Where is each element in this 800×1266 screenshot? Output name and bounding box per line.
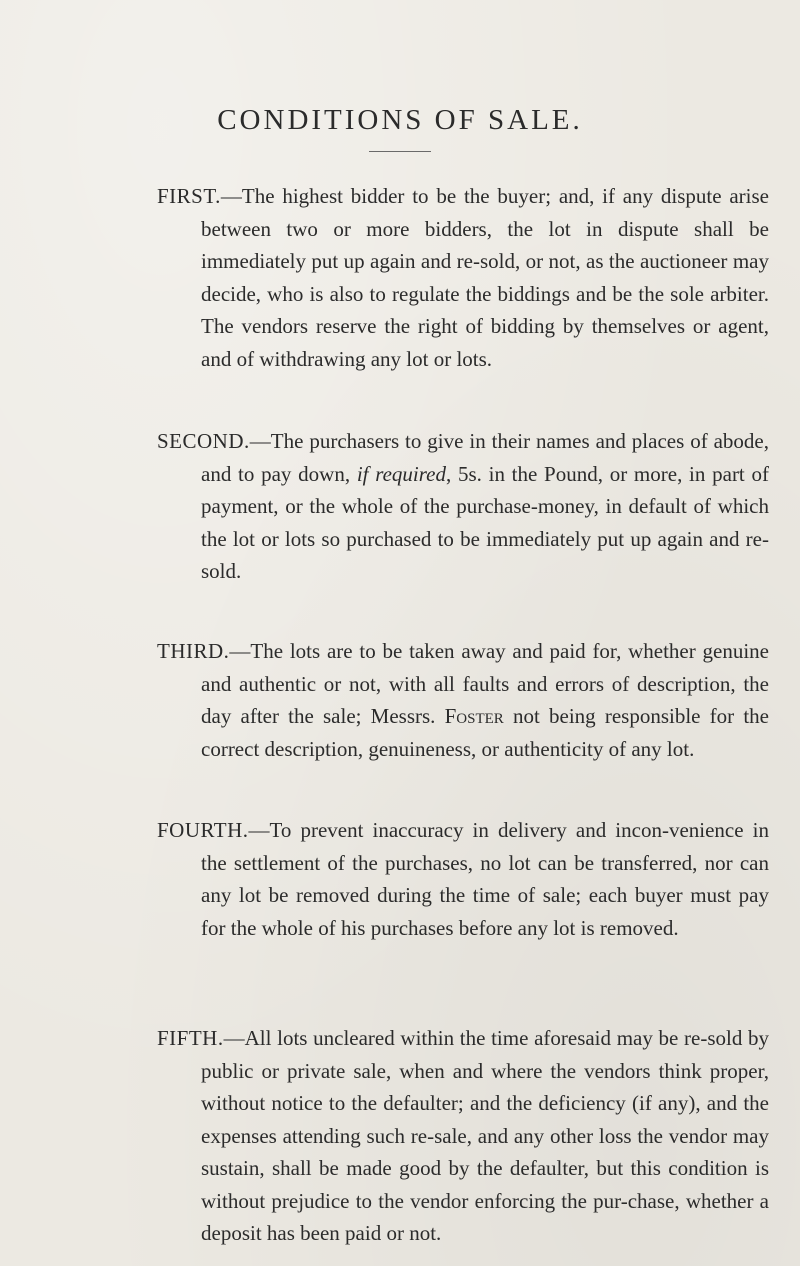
title-rule [369,151,431,152]
condition-fourth [157,814,769,944]
clause-text: —To prevent inaccuracy in delivery and incon-venience in the settlement of the purchases, no lot can be transferred, nor can any lot be removed during the time of sale; each buyer must pay for the whole of his purchases before any lot is removed. [201,818,769,940]
page-title: CONDITIONS OF SALE. [217,104,583,136]
clause-text: , 5s. in the Pound, or more, in part of payment, or the whole of the purchase-money, in default of which the lot or lots so purchased to be immediately put up again and re-sold. [201,461,769,583]
clause-text-smallcaps: Foster [444,704,504,728]
clause-heading: FIFTH. [157,1026,224,1050]
clause-heading: FOURTH. [157,818,249,842]
clause-text: —The purchasers to give in their names and places of abode, and to pay down, [201,429,769,486]
clause-heading: FIRST. [157,184,221,208]
clause-text: —The highest bidder to be the buyer; and, if any dispute arise between two or more bidders, the lot in dispute shall be immediately put up again and re-sold, or not, as the auctioneer may decide, who is also to regulate the biddings and be the sole arbiter. The vendors reserve the right of bidding by themselves or agent, and of withdrawing any lot or lots. [201,184,769,371]
clause-text: not being responsible for the correct description, genuineness, or authenticity of any lot. [201,704,769,761]
condition-fifth [157,1022,769,1250]
clause-text: —The lots are to be taken away and paid for, whether genuine and authentic or not, with all faults and errors of description, the day after the sale; Messrs. [201,639,769,728]
clause-text-italic: if required [356,461,446,486]
condition-third [157,635,769,765]
clause-heading: SECOND. [157,429,250,453]
condition-second [157,425,769,588]
condition-first [157,180,769,375]
clause-text: —All lots uncleared within the time aforesaid may be re-sold by public or private sale, when and where the vendors think proper, without notice to the defaulter; and the deficiency (if any), and the expenses attending such re-sale, and any other loss the vendor may sustain, shall be made good by the defaulter, but this condition is without prejudice to the vendor enforcing the pur-chase, whether a deposit has been paid or not. [201,1026,769,1245]
clause-heading: THIRD. [157,639,230,663]
